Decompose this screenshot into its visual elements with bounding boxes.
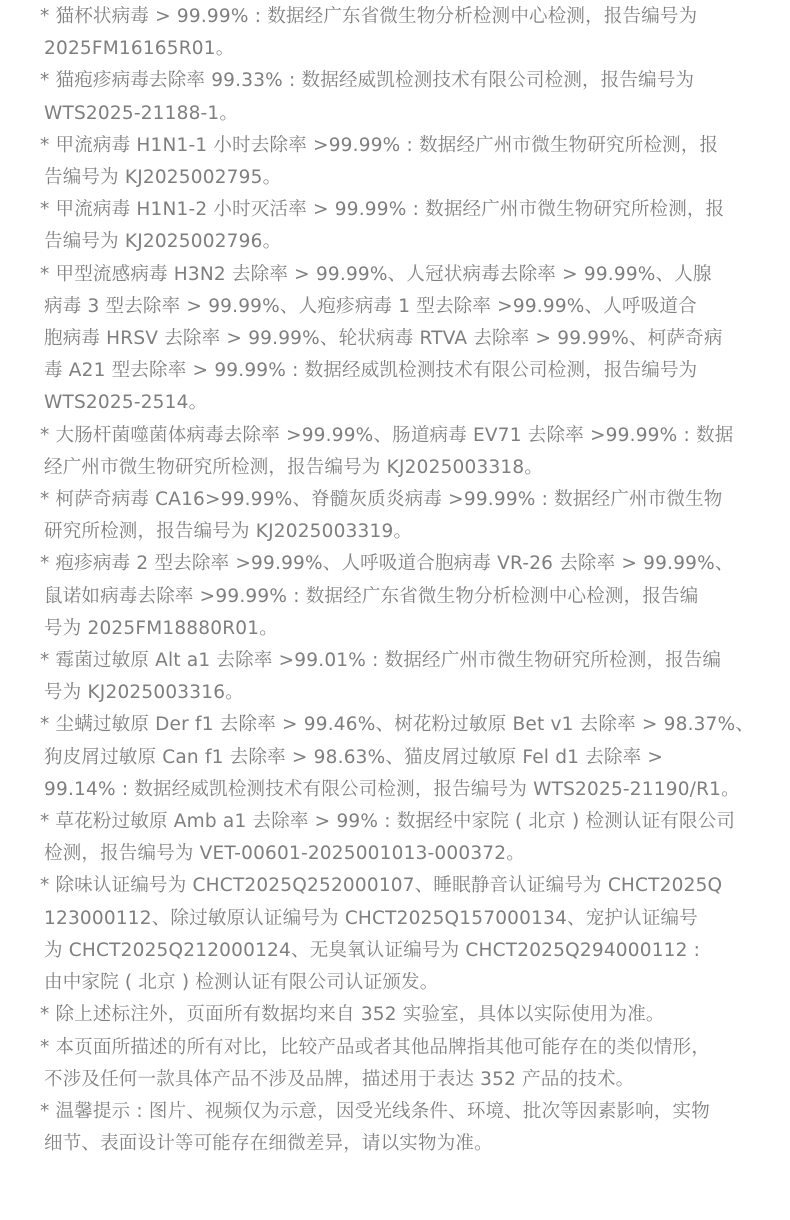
disclaimer-note-line: 告编号为 KJ2025002795。 (44, 167, 282, 189)
disclaimer-note-line: * 猫疱疹病毒去除率 99.33% : 数据经威凯检测技术有限公司检测，报告编号为 (40, 70, 695, 92)
disclaimer-note-line: 细节、表面设计等可能存在细微差异，请以实物为准。 (44, 1133, 493, 1155)
disclaimer-note (40, 1096, 755, 1160)
disclaimer-note-line: * 甲流病毒 H1N1-1 小时去除率 >99.99% : 数据经广州市微生物研究所检测，报 (40, 134, 719, 156)
disclaimer-note (40, 548, 755, 645)
disclaimer-note-line: * 大肠杆菌噬菌体病毒去除率 >99.99%、肠道病毒 EV71 去除率 >99.99% : 数据 (40, 424, 734, 446)
disclaimer-note-line: * 猫杯状病毒 > 99.99% : 数据经广东省微生物分析检测中心检测，报告编号为 (40, 6, 698, 27)
disclaimer-note-line: * 疱疹病毒 2 型去除率 >99.99%、人呼吸道合胞病毒 VR-26 去除率 > 99.99%、 (40, 553, 734, 575)
disclaimer-note-line: 123000112、除过敏原认证编号为 CHCT2025Q157000134、宠护认证编号 (44, 907, 698, 929)
disclaimer-note-line: 病毒 3 型去除率 > 99.99%、人疱疹病毒 1 型去除率 >99.99%、人呼吸道合 (44, 295, 697, 317)
disclaimer-note-line: 99.14% : 数据经威凯检测技术有限公司检测，报告编号为 WTS2025-21190/R1。 (44, 778, 740, 800)
disclaimer-note (40, 484, 755, 548)
disclaimer-note-line: 研究所检测，报告编号为 KJ2025003319。 (44, 521, 413, 543)
disclaimer-note-line: * 温馨提示 : 图片、视频仅为示意，因受光线条件、环境、批次等因素影响，实物 (40, 1100, 710, 1122)
disclaimer-note (40, 806, 755, 870)
disclaimer-note-line: * 除味认证编号为 CHCT2025Q252000107、睡眠静音认证编号为 CHCT2025Q (40, 875, 723, 897)
disclaimer-note-line: 号为 KJ2025003316。 (44, 682, 244, 704)
disclaimer-note-line: WTS2025-21188-1。 (44, 102, 239, 124)
disclaimer-note (40, 1, 755, 65)
disclaimer-note-line: 号为 2025FM18880R01。 (44, 617, 278, 639)
disclaimer-note-line: 2025FM16165R01。 (44, 38, 235, 60)
disclaimer-note-line: 告编号为 KJ2025002796。 (44, 231, 282, 253)
disclaimer-note (40, 645, 755, 709)
disclaimer-note-line: WTS2025-2514。 (44, 392, 208, 414)
disclaimer-note (40, 259, 755, 420)
disclaimer-note (40, 999, 755, 1031)
disclaimer-note (40, 420, 755, 484)
disclaimer-note-line: 检测，报告编号为 VET-00601-2025001013-000372。 (44, 843, 525, 865)
disclaimer-note (40, 65, 755, 129)
disclaimer-note-line: 经广州市微生物研究所检测，报告编号为 KJ2025003318。 (44, 456, 544, 478)
disclaimer-note-line: 毒 A21 型去除率 > 99.99% : 数据经威凯检测技术有限公司检测，报告编号为 (44, 360, 698, 382)
disclaimer-note (40, 1032, 755, 1096)
disclaimer-note-line: * 柯萨奇病毒 CA16>99.99%、脊髓灰质炎病毒 >99.99% : 数据经广州市微生物 (40, 489, 723, 511)
disclaimer-note-line: * 本页面所描述的所有对比，比较产品或者其他品牌指其他可能存在的类似情形， (40, 1036, 711, 1058)
disclaimer-note-line: * 霉菌过敏原 Alt a1 去除率 >99.01% : 数据经广州市微生物研究所检测，报告编 (40, 650, 722, 672)
disclaimer-note-line: * 除上述标注外，页面所有数据均来自 352 实验室，具体以实际使用为准。 (40, 1004, 665, 1026)
disclaimer-note-line: * 草花粉过敏原 Amb a1 去除率 > 99% : 数据经中家院 ( 北京 ) 检测认证有限公司 (40, 811, 736, 833)
disclaimer-note-line: * 甲流病毒 H1N1-2 小时灭活率 > 99.99% : 数据经广州市微生物研究所检测，报 (40, 199, 725, 221)
disclaimer-note-line: 鼠诺如病毒去除率 >99.99% : 数据经广东省微生物分析检测中心检测，报告编 (44, 585, 699, 607)
disclaimer-note-line: 狗皮屑过敏原 Can f1 去除率 > 98.63%、猫皮屑过敏原 Fel d1 去除率 > (44, 746, 664, 768)
disclaimer-note (40, 870, 755, 999)
disclaimer-notes-list (40, 1, 755, 1160)
disclaimer-note-line: * 尘螨过敏原 Der f1 去除率 > 99.46%、树花粉过敏原 Bet v1 去除率 > 98.37%、 (40, 714, 755, 736)
disclaimer-note-line: 胞病毒 HRSV 去除率 > 99.99%、轮状病毒 RTVA 去除率 > 99.99%、柯萨奇病 (44, 328, 723, 350)
disclaimer-note-line: 不涉及任何一款具体产品不涉及品牌，描述用于表达 352 产品的技术。 (44, 1068, 635, 1090)
disclaimer-note (40, 194, 755, 258)
disclaimer-note (40, 130, 755, 194)
disclaimer-note-line: 由中家院 ( 北京 ) 检测认证有限公司认证颁发。 (44, 972, 439, 994)
disclaimer-note-line: 为 CHCT2025Q212000124、无臭氧认证编号为 CHCT2025Q294000112 : (44, 939, 701, 961)
disclaimer-note-line: * 甲型流感病毒 H3N2 去除率 > 99.99%、人冠状病毒去除率 > 99.99%、人腺 (40, 263, 712, 285)
disclaimer-note (40, 709, 755, 806)
